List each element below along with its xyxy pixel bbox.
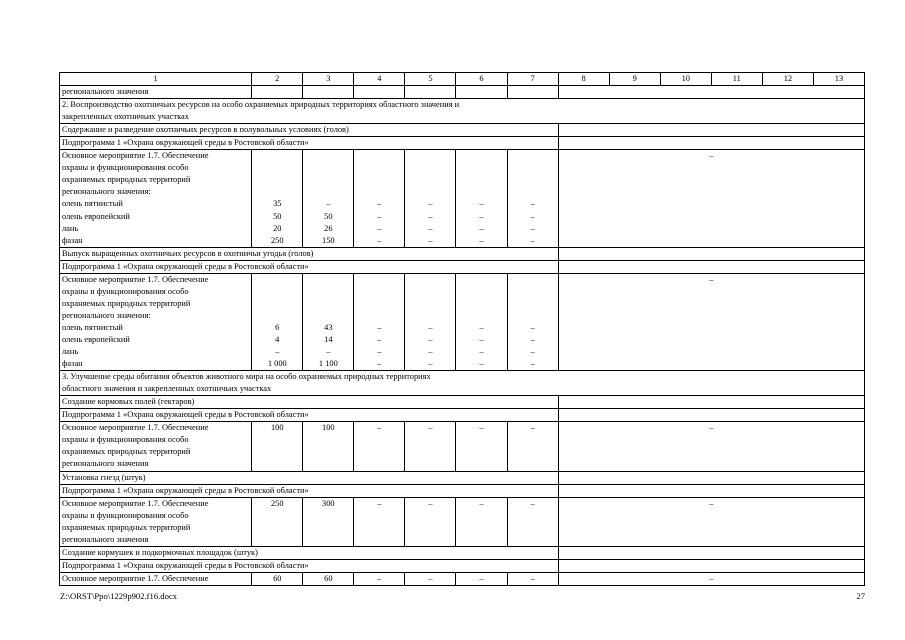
group-feeders-title: Создание кормушек и подкормочных площадок (штук) — [60, 546, 559, 559]
subprogram-title: Подпрограмма 1 «Охрана окружающей среды в Ростовской области» — [60, 559, 559, 572]
group-heading-row — [60, 396, 865, 409]
dash-value: – — [530, 359, 535, 369]
values-col-8-13: – — [558, 273, 864, 370]
value-col-6: – — [456, 422, 507, 471]
value-col-3: 60 — [303, 572, 354, 585]
section-heading-row — [60, 371, 865, 396]
subprogram-title: Подпрограмма 1 «Охрана окружающей среды в Ростовской области» — [60, 484, 559, 497]
values-col-2: 35 50 20 250 — [252, 150, 303, 247]
group-heading-row — [60, 247, 865, 260]
col-num-12: 12 — [762, 73, 813, 86]
dash-value: – — [479, 235, 484, 245]
dash-value: – — [377, 211, 382, 221]
value-col-2: 100 — [252, 422, 303, 471]
subprogram-title: Подпрограмма 1 «Охрана окружающей среды в Ростовской области» — [60, 137, 559, 150]
group-nests-title: Установка гнезд (штук) — [60, 471, 559, 484]
values-col-4 — [354, 273, 405, 370]
values-col-5 — [405, 150, 456, 247]
col-num-11: 11 — [711, 73, 762, 86]
group-heading-row — [60, 546, 865, 559]
subprogram-row — [60, 559, 865, 572]
dash-value: – — [530, 322, 535, 332]
dash-value: – — [479, 359, 484, 369]
dash-value: – — [428, 334, 433, 344]
dash-value: – — [428, 322, 433, 332]
group-keeping-title: Содержание и разведение охотничьих ресурсов в полувольных условиях (голов) — [60, 124, 559, 137]
dash-value: – — [479, 334, 484, 344]
col-num-13: 13 — [813, 73, 864, 86]
subprogram-row — [60, 260, 865, 273]
value-col-5: – — [405, 497, 456, 546]
dash-value: – — [428, 211, 433, 221]
measure-cell: Основное мероприятие 1.7. Обеспечение охраны и функционирования особо охраняемых природных территорий регионального значения: олень пятнистый олень европейский лань фазан — [60, 150, 252, 247]
dash-value: – — [377, 223, 382, 233]
measure-cell: Основное мероприятие 1.7. Обеспечение охраны и функционирования особо охраняемых природных территорий регионального значения — [60, 497, 252, 546]
measure-row — [60, 273, 865, 370]
dash-value: – — [428, 223, 433, 233]
dash-value: – — [479, 223, 484, 233]
values-col-2: 6 4 – 1 000 — [252, 273, 303, 370]
measure-row — [60, 422, 865, 471]
value-col-7: – — [507, 422, 558, 471]
value-col-3: 300 — [303, 497, 354, 546]
dash-value: – — [530, 211, 535, 221]
values-col-6 — [456, 150, 507, 247]
dash-value: – — [377, 235, 382, 245]
dash-value: – — [377, 199, 382, 209]
dash-value: – — [428, 199, 433, 209]
measure-row — [60, 497, 865, 546]
table-row — [60, 86, 865, 99]
document-table-container — [59, 72, 865, 586]
footer-file-path: Z:\ORST\Ppo\1229p902.f16.docx — [60, 591, 177, 601]
dash-value: – — [530, 334, 535, 344]
col-num-6: 6 — [456, 73, 507, 86]
dash-value: – — [377, 334, 382, 344]
measure-cell: Основное мероприятие 1.7. Обеспечение — [60, 572, 252, 585]
value-col-5: – — [405, 572, 456, 585]
dash-value: – — [479, 322, 484, 332]
value-col-4: – — [354, 497, 405, 546]
col-num-9: 9 — [609, 73, 660, 86]
values-col-8-13: – — [558, 150, 864, 247]
values-col-4 — [354, 150, 405, 247]
value-col-6: – — [456, 572, 507, 585]
footer-page-number: 27 — [856, 591, 865, 601]
value-col-5: – — [405, 422, 456, 471]
col-num-1: 1 — [60, 73, 252, 86]
value-col-7: – — [507, 497, 558, 546]
group-heading-row — [60, 471, 865, 484]
col-num-3: 3 — [303, 73, 354, 86]
measure-row — [60, 150, 865, 247]
subprogram-row — [60, 137, 865, 150]
dash-value: – — [530, 223, 535, 233]
group-fields-title: Создание кормовых полей (гектаров) — [60, 396, 559, 409]
section-heading-row — [60, 99, 865, 124]
program-table — [59, 72, 865, 586]
values-col-6 — [456, 273, 507, 370]
values-col-7 — [507, 150, 558, 247]
dash-value: – — [530, 347, 535, 357]
values-col-7 — [507, 273, 558, 370]
dash-value: – — [377, 359, 382, 369]
value-col-8-13: – — [558, 497, 864, 546]
value-col-4: – — [354, 572, 405, 585]
value-col-7: – — [507, 572, 558, 585]
values-col-3: – 50 26 150 — [303, 150, 354, 247]
cont-label: регионального значения — [60, 86, 252, 99]
dash-value: – — [530, 235, 535, 245]
col-num-4: 4 — [354, 73, 405, 86]
value-col-8-13: – — [558, 572, 864, 585]
subprogram-title: Подпрограмма 1 «Охрана окружающей среды в Ростовской области» — [60, 260, 559, 273]
value-col-6: – — [456, 497, 507, 546]
measure-row — [60, 572, 865, 585]
value-col-4: – — [354, 422, 405, 471]
value-col-8-13: – — [558, 422, 864, 471]
dash-value: – — [479, 347, 484, 357]
dash-value: – — [428, 359, 433, 369]
col-num-5: 5 — [405, 73, 456, 86]
dash-value: – — [377, 322, 382, 332]
col-num-10: 10 — [660, 73, 711, 86]
value-col-3: 100 — [303, 422, 354, 471]
section-2-title: 2. Воспроизводство охотничьих ресурсов на особо охраняемых природных территориях областного значения и закрепленных охотничьих участках — [60, 99, 865, 124]
dash-value: – — [479, 199, 484, 209]
dash-value: – — [530, 199, 535, 209]
subprogram-row — [60, 484, 865, 497]
dash-value: – — [479, 211, 484, 221]
group-release-title: Выпуск выращенных охотничьих ресурсов в охотничьи угодья (голов) — [60, 247, 559, 260]
value-col-2: 60 — [252, 572, 303, 585]
value-col-2: 250 — [252, 497, 303, 546]
dash-value: – — [428, 347, 433, 357]
group-heading-row — [60, 124, 865, 137]
measure-cell: Основное мероприятие 1.7. Обеспечение охраны и функционирования особо охраняемых природных территорий регионального значения — [60, 422, 252, 471]
measure-cell: Основное мероприятие 1.7. Обеспечение охраны и функционирования особо охраняемых природных территорий регионального значения: олень пятнистый олень европейский лань фазан — [60, 273, 252, 370]
subprogram-row — [60, 409, 865, 422]
col-num-2: 2 — [252, 73, 303, 86]
dash-value: – — [377, 347, 382, 357]
section-3-title: 3. Улучшение среды обитания объектов животного мира на особо охраняемых природных территориях областного значения и закрепленных охотничьих участках — [60, 371, 865, 396]
col-num-7: 7 — [507, 73, 558, 86]
dash-value: – — [428, 235, 433, 245]
col-num-8: 8 — [558, 73, 609, 86]
values-col-3: 43 14 – 1 100 — [303, 273, 354, 370]
subprogram-title: Подпрограмма 1 «Охрана окружающей среды в Ростовской области» — [60, 409, 559, 422]
column-number-row — [60, 73, 865, 86]
values-col-5 — [405, 273, 456, 370]
